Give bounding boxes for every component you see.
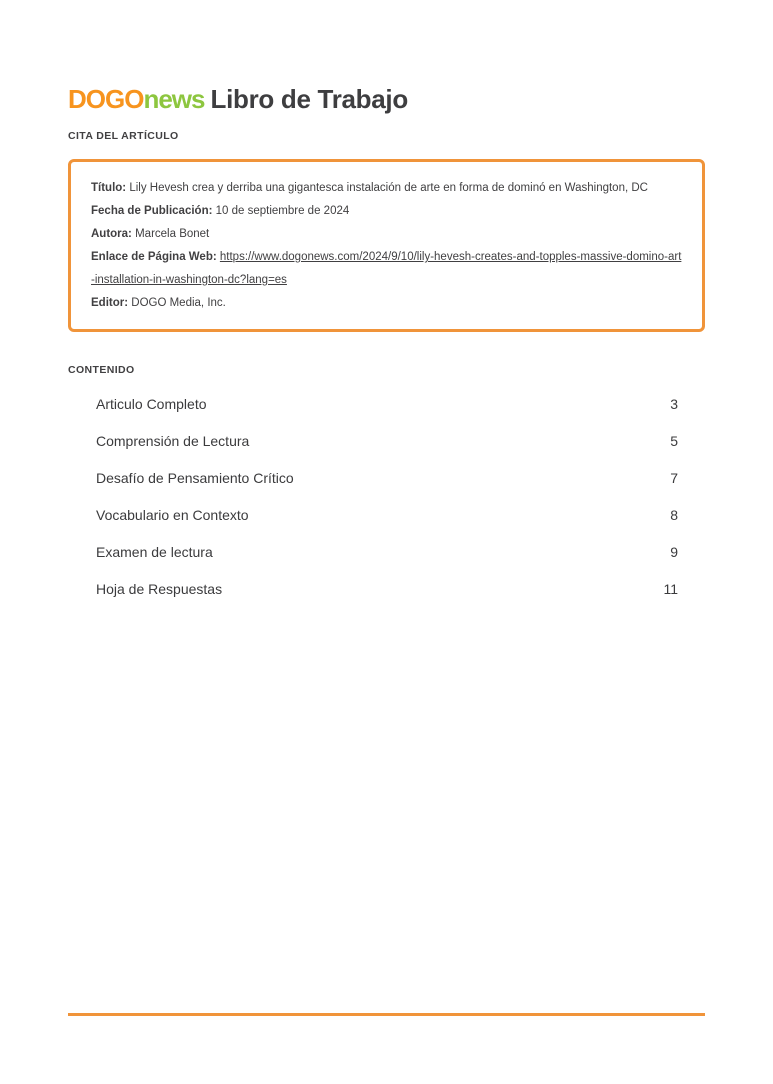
toc-item-desafio-pensamiento-critico[interactable] (68, 459, 705, 496)
article-url-link[interactable]: https://www.dogonews.com/2024/9/10/lily-hevesh-creates-and-topples-massive-domino-art-installation-in-washington-dc?lang=es (91, 251, 682, 286)
citation-date-label: Fecha de Publicación: (91, 205, 213, 217)
toc-item-label: Articulo Completo (96, 395, 207, 412)
citation-publisher-value: DOGO Media, Inc. (131, 297, 226, 309)
toc-item-label: Desafío de Pensamiento Crítico (96, 469, 294, 486)
toc-item-page: 5 (670, 432, 678, 449)
toc-item-page: 3 (670, 395, 678, 412)
toc-item-examen-de-lectura[interactable] (68, 533, 705, 570)
page-title (68, 84, 705, 114)
toc-item-label: Vocabulario en Contexto (96, 506, 249, 523)
citation-publisher-line (91, 292, 682, 315)
dogonews-logo (68, 84, 204, 114)
logo-dogo-text: DOGO (68, 84, 144, 114)
citation-section-heading: CITA DEL ARTÍCULO (68, 130, 179, 142)
citation-url-label: Enlace de Página Web: (91, 251, 217, 263)
contents-section-heading: CONTENIDO (68, 364, 135, 376)
citation-date-value: 10 de septiembre de 2024 (215, 205, 350, 217)
citation-box (68, 159, 705, 332)
toc-item-articulo-completo[interactable] (68, 385, 705, 422)
citation-url-line (91, 246, 682, 292)
toc-item-comprension-de-lectura[interactable] (68, 422, 705, 459)
logo-news-text: news (143, 84, 205, 114)
toc-item-label: Examen de lectura (96, 543, 213, 560)
citation-title-value: Lily Hevesh crea y derriba una gigantesca instalación de arte en forma de dominó en Washington, DC (129, 182, 648, 194)
workbook-cover-page (0, 84, 773, 1084)
toc-item-label: Hoja de Respuestas (96, 580, 223, 597)
citation-publisher-label: Editor: (91, 297, 129, 309)
workbook-title: Libro de Trabajo (210, 84, 408, 114)
table-of-contents (68, 385, 705, 607)
toc-item-page: 7 (670, 469, 678, 486)
toc-item-vocabulario-en-contexto[interactable] (68, 496, 705, 533)
toc-item-label: Comprensión de Lectura (96, 432, 250, 449)
toc-item-page: 8 (670, 506, 678, 523)
citation-author-line (91, 223, 682, 246)
citation-date-line (91, 200, 682, 223)
citation-author-value: Marcela Bonet (135, 228, 210, 240)
citation-title-label: Título: (91, 182, 127, 194)
toc-item-hoja-de-respuestas[interactable] (68, 570, 705, 607)
citation-author-label: Autora: (91, 228, 132, 240)
citation-title-line (91, 177, 682, 200)
toc-item-page: 11 (663, 580, 678, 597)
toc-item-page: 9 (670, 543, 678, 560)
footer-divider (68, 1013, 705, 1016)
